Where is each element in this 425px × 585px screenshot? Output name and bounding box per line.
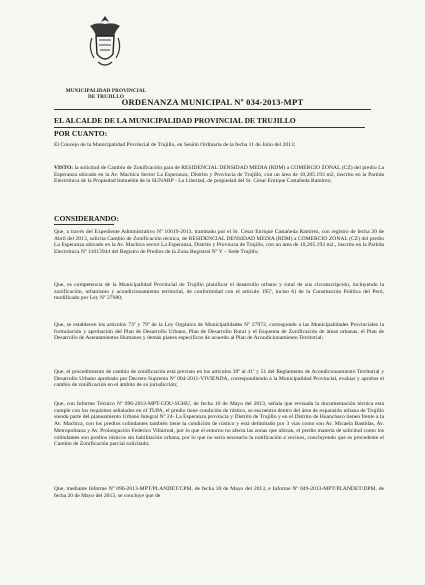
municipal-crest-icon	[86, 14, 124, 70]
por-cuanto-heading: POR CUANTO:	[54, 129, 108, 138]
considerando-paragraph: Que, mediante Informe Nº 096-2013-MPT/PLANDET/CPM, de fecha 30 de Mayo del 2013, e Informe Nº 049-2013-MPT/PLANDET/DPM, de fecha 20 de Mayo del 2013, se concluye que de	[54, 486, 384, 499]
alcalde-underline	[54, 127, 365, 128]
considerando-paragraph: Que, a través del Expediente Administrativo Nº 10619-2013, tramitado por el Sr. César Enrique Castañeda Ramírez, con registro de fecha 20 de Abril del 2013, solicita Cambio de Zonificación técnica, de RESIDENCIAL DENSIDAD MEDIA (RDM) a COMERCIO ZONAL (CZ) del predio La Esperanza ubicado en la Av. Machica sector La Esperanza, Distrito y Provincia de Trujillo, con un área de 10,205.193 m2., inscrito en la Partida Electrónica Nº 11013944 del Registro de Predios de la Zona Registral Nº V – Sede Trujillo;	[54, 229, 384, 256]
considerando-paragraph: Que, el procedimiento de cambio de zonificación está previsto en los artículos 39º al 41º y 51 del Reglamento de Acondicionamiento Territorial y Desarrollo Urbano aprobado por Decreto Supremo Nº 004-2011-VIVIENDA, correspondiendo a la Municipalidad Provincial, evaluar y aprobar el cambio de zonificación en el ámbito de su jurisdicción;	[54, 369, 384, 389]
visto-label: VISTO:	[54, 165, 74, 171]
title-underline	[54, 109, 371, 110]
intro-paragraph: El Concejo de la Municipalidad Provincial de Trujillo, en Sesión Ordinaria de la fecha 11 de Julio del 2013;	[54, 142, 296, 148]
visto-paragraph	[54, 165, 384, 214]
alcalde-heading: EL ALCALDE DE LA MUNICIPALIDAD PROVINCIAL DE TRUJILLO	[54, 116, 296, 125]
considerando-paragraph: Que, con Informe Técnico Nº 096-2013-MPT-GDU-SGHU, de fecha 10 de Mayo del 2013, señala que revisada la documentación técnica esta cumple con los requisitos señalados en el TUPA, el predio tiene condición de rústico, se encuentra dentro del área de expansión urbana de Trujillo siendo parte del planeamiento Urbano Integral Nº 24- La Esperanza provincia y Distrito de Trujillo y en el Distrito de Huanchaco tienen frente a la Av. Machica, con los predios colindantes también tiene la condición de rústico y está delimitado por 3 vías como son Av. Micaela Bastidas, Av. Metropolitana y Av. Prolongación Federico Villarreal, por lo que el entorno no afecta las zonas que ubican, el predio materia de solicitud como los colindantes son predios rústicos sin habilitación urbana, por lo que no sería necesario la notificación a vecinos, concluyendo que es procedente el Cambio de Zonificación parcial solicitado;	[54, 401, 384, 448]
institution-line-2: DE TRUJILLO	[87, 94, 125, 100]
considerando-heading: CONSIDERANDO:	[54, 214, 119, 223]
institution-line-1: MUNICIPALIDAD PROVINCIAL	[65, 88, 147, 94]
ordinance-title: ORDENANZA MUNICIPAL Nº 034-2013-MPT	[121, 97, 304, 107]
considerando-paragraph: Que, es competencia de la Municipalidad Provincial de Trujillo planificar el desarrollo urbano y rural de sus circunscripción, incluyendo la zonificación, urbanismo y acondicionamiento territorial, de conformidad con el artículo 195º, inciso 6) de la Constitución Política del Perú, modificado por Ley Nº 27680;	[54, 282, 384, 302]
considerando-underline	[54, 224, 114, 225]
considerando-paragraph: Que, se establecen los artículos 73º y 79º de la Ley Orgánica de Municipalidades Nº 27972, corresponde a las Municipalidades Provinciales la formulación y aprobación del Plan de Desarrollo Urbano, Plan de Desarrollo Rural y el Esquema de Zonificación de áreas urbanas, el Plan de Desarrollo de Asentamientos Humanos y demás planes específicos de acuerdo al Plan de Acondicionamiento Territorial;	[54, 322, 384, 342]
visto-text: la solicitud de Cambio de Zonificación para de RESIDENCIAL DENSIDAD MEDIA (RDM) a COMERCIO ZONAL (CZ) del predio La Esperanza ubicado en la Av. Machica Sector La Esperanza, Distrito y Provincia de Trujillo, con un área de 10,205.193 m2, inscrito en la Partida Electrónica de la Propiedad Inmueble de la SUNARP - La Libertad, de propiedad del Sr. César Enrique Castañeda Ramírez;	[54, 165, 384, 185]
